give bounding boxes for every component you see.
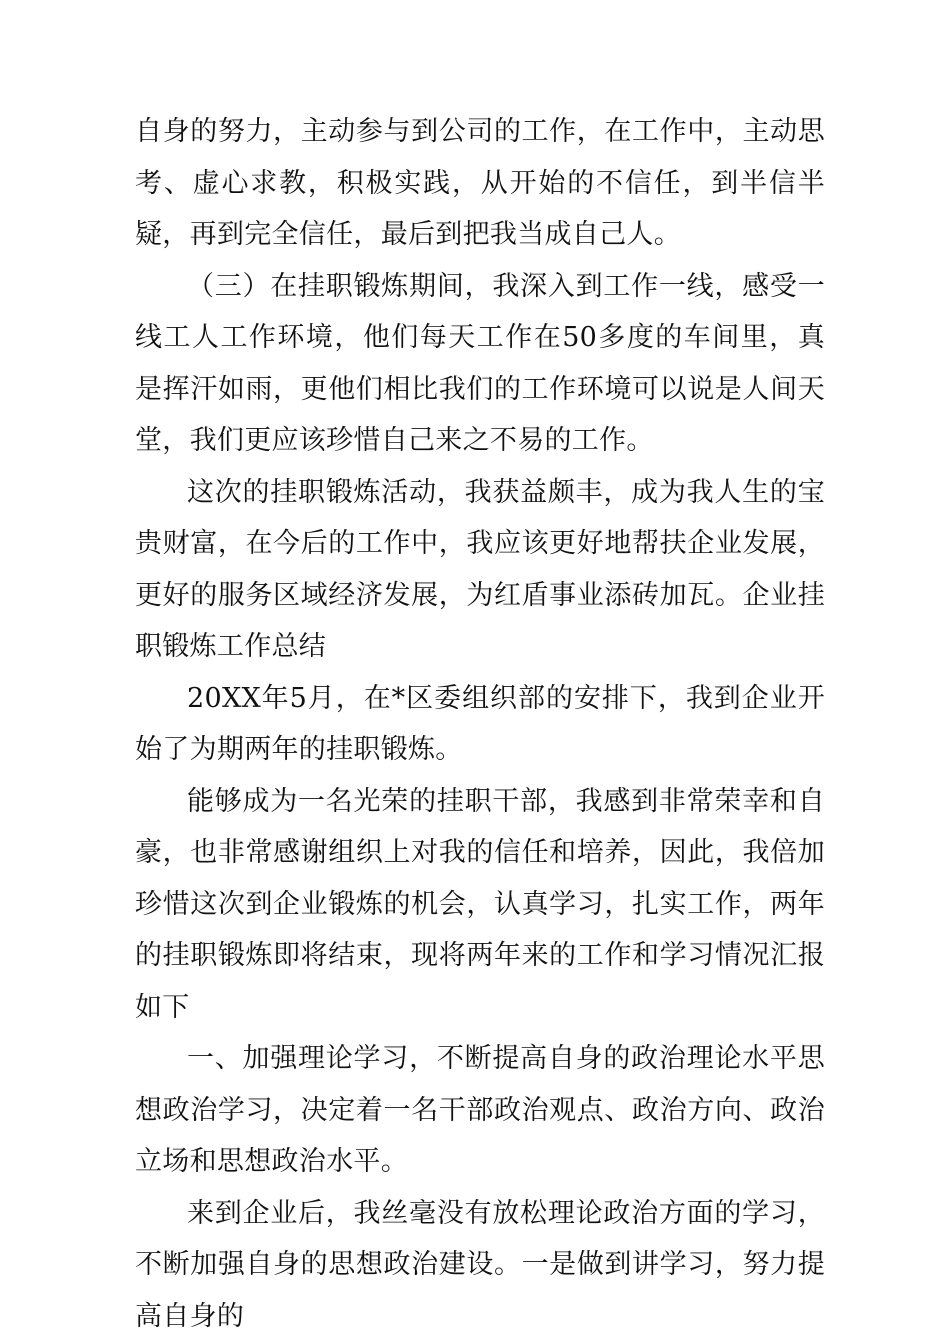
paragraph-6: 一、加强理论学习，不断提高自身的政治理论水平思想政治学习，决定着一名干部政治观点、政治方向、政治立场和思想政治水平。	[135, 1043, 825, 1177]
paragraph-5: 能够成为一名光荣的挂职干部，我感到非常荣幸和自豪，也非常感谢组织上对我的信任和培养，因此，我倍加珍惜这次到企业锻炼的机会，认真学习，扎实工作，两年的挂职锻炼即将结束，现将两年来的工作和学习情况汇报如下	[135, 785, 825, 1023]
paragraph-2: （三）在挂职锻炼期间，我深入到工作一线，感受一线工人工作环境，他们每天工作在50多度的车间里，真是挥汗如雨，更他们相比我们的工作环境可以说是人间天堂，我们更应该珍惜自己来之不易的工作。	[135, 270, 825, 456]
paragraph-4: 20XX年5月，在*区委组织部的安排下，我到企业开始了为期两年的挂职锻炼。	[135, 682, 825, 765]
paragraph-7: 来到企业后，我丝毫没有放松理论政治方面的学习，不断加强自身的思想政治建设。一是做到讲学习，努力提高自身的	[135, 1197, 825, 1332]
paragraph-1: 自身的努力，主动参与到公司的工作，在工作中，主动思考、虚心求教，积极实践，从开始的不信任，到半信半疑，再到完全信任，最后到把我当成自己人。	[135, 116, 825, 250]
paragraph-3: 这次的挂职锻炼活动，我获益颇丰，成为我人生的宝贵财富，在今后的工作中，我应该更好地帮扶企业发展，更好的服务区域经济发展，为红盾事业添砖加瓦。企业挂职锻炼工作总结	[135, 476, 825, 662]
document-body	[135, 106, 825, 1342]
